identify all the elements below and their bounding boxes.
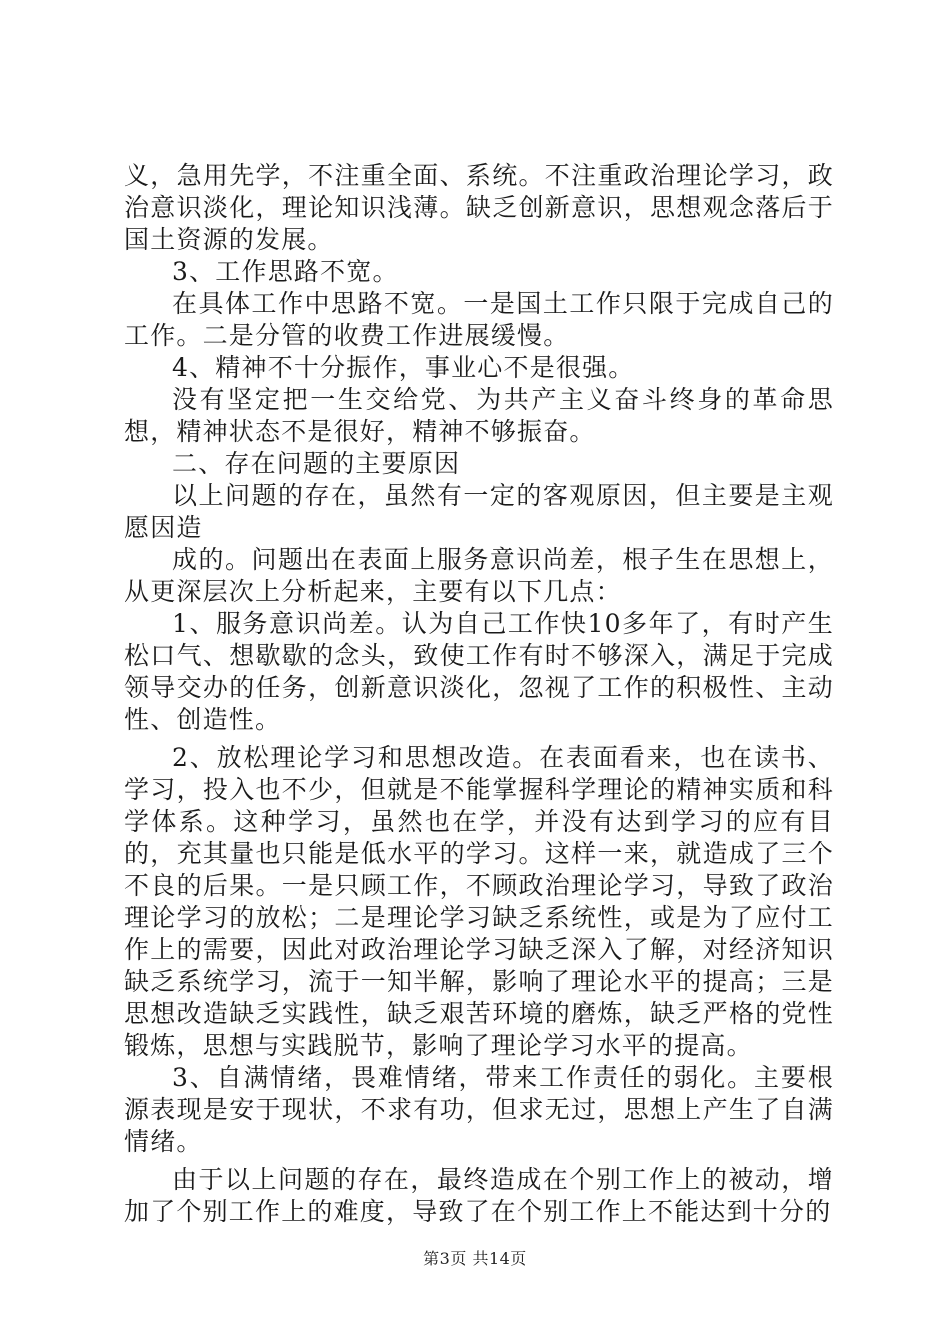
page-number-label: 第3页 共14页 <box>423 1249 527 1268</box>
paragraph-cause-3: 3、自满情绪，畏难情绪，带来工作责任的弱化。主要根源表现是安于现状，不求有功，但求无过，思想上产生了自满情绪。 <box>124 1063 834 1156</box>
heading-spirit: 4、精神不十分振作，事业心不是很强。 <box>172 353 635 382</box>
paragraph-spirit: 没有坚定把一生交给党、为共产主义奋斗终身的革命思想，精神状态不是很好，精神不够振奋。 <box>124 385 834 446</box>
paragraph-consequence: 由于以上问题的存在，最终造成在个别工作上的被动，增加了个别工作上的难度，导致了在个别工作上不能达到十分的 <box>124 1165 834 1226</box>
paragraph-cause-2: 2、放松理论学习和思想改造。在表面看来，也在读书、学习，投入也不少，但就是不能掌握科学理论的精神实质和科学体系。这种学习，虽然也在学，并没有达到学习的应有目的，充其量也只能是低水平的学习。这样一来，就造成了三个不良的后果。一是只顾工作，不顾政治理论学习，导致了政治理论学习的放松；二是理论学习缺乏系统性，或是为了应付工作上的需要，因此对政治理论学习缺乏深入了解，对经济知识缺乏系统学习，流于一知半解，影响了理论水平的提高；三是思想改造缺乏实践性，缺乏艰苦环境的磨炼，缺乏严格的党性锻炼，思想与实践脱节，影响了理论学习水平的提高。 <box>124 743 834 1060</box>
page-footer <box>0 1246 950 1269</box>
paragraph-1: 义，急用先学，不注重全面、系统。不注重政治理论学习，政治意识淡化，理论知识浅薄。缺乏创新意识，思想观念落后于国土资源的发展。 <box>124 161 834 254</box>
paragraph-work-thinking: 在具体工作中思路不宽。一是国土工作只限于完成自己的工作。二是分管的收费工作进展缓慢。 <box>124 289 834 350</box>
heading-work-thinking: 3、工作思路不宽。 <box>172 257 399 286</box>
section-heading-main-causes: 二、存在问题的主要原因 <box>172 449 461 478</box>
document-body <box>124 160 834 1228</box>
paragraph-causes-intro: 以上问题的存在，虽然有一定的客观原因，但主要是主观愿因造 <box>124 481 834 542</box>
paragraph-causes-continued: 成的。问题出在表面上服务意识尚差，根子生在思想上，从更深层次上分析起来，主要有以下几点： <box>124 545 834 606</box>
paragraph-cause-1: 1、服务意识尚差。认为自己工作快10多年了，有时产生松口气、想歇歇的念头，致使工作有时不够深入，满足于完成领导交办的任务，创新意识淡化，忽视了工作的积极性、主动性、创造性。 <box>124 609 834 734</box>
